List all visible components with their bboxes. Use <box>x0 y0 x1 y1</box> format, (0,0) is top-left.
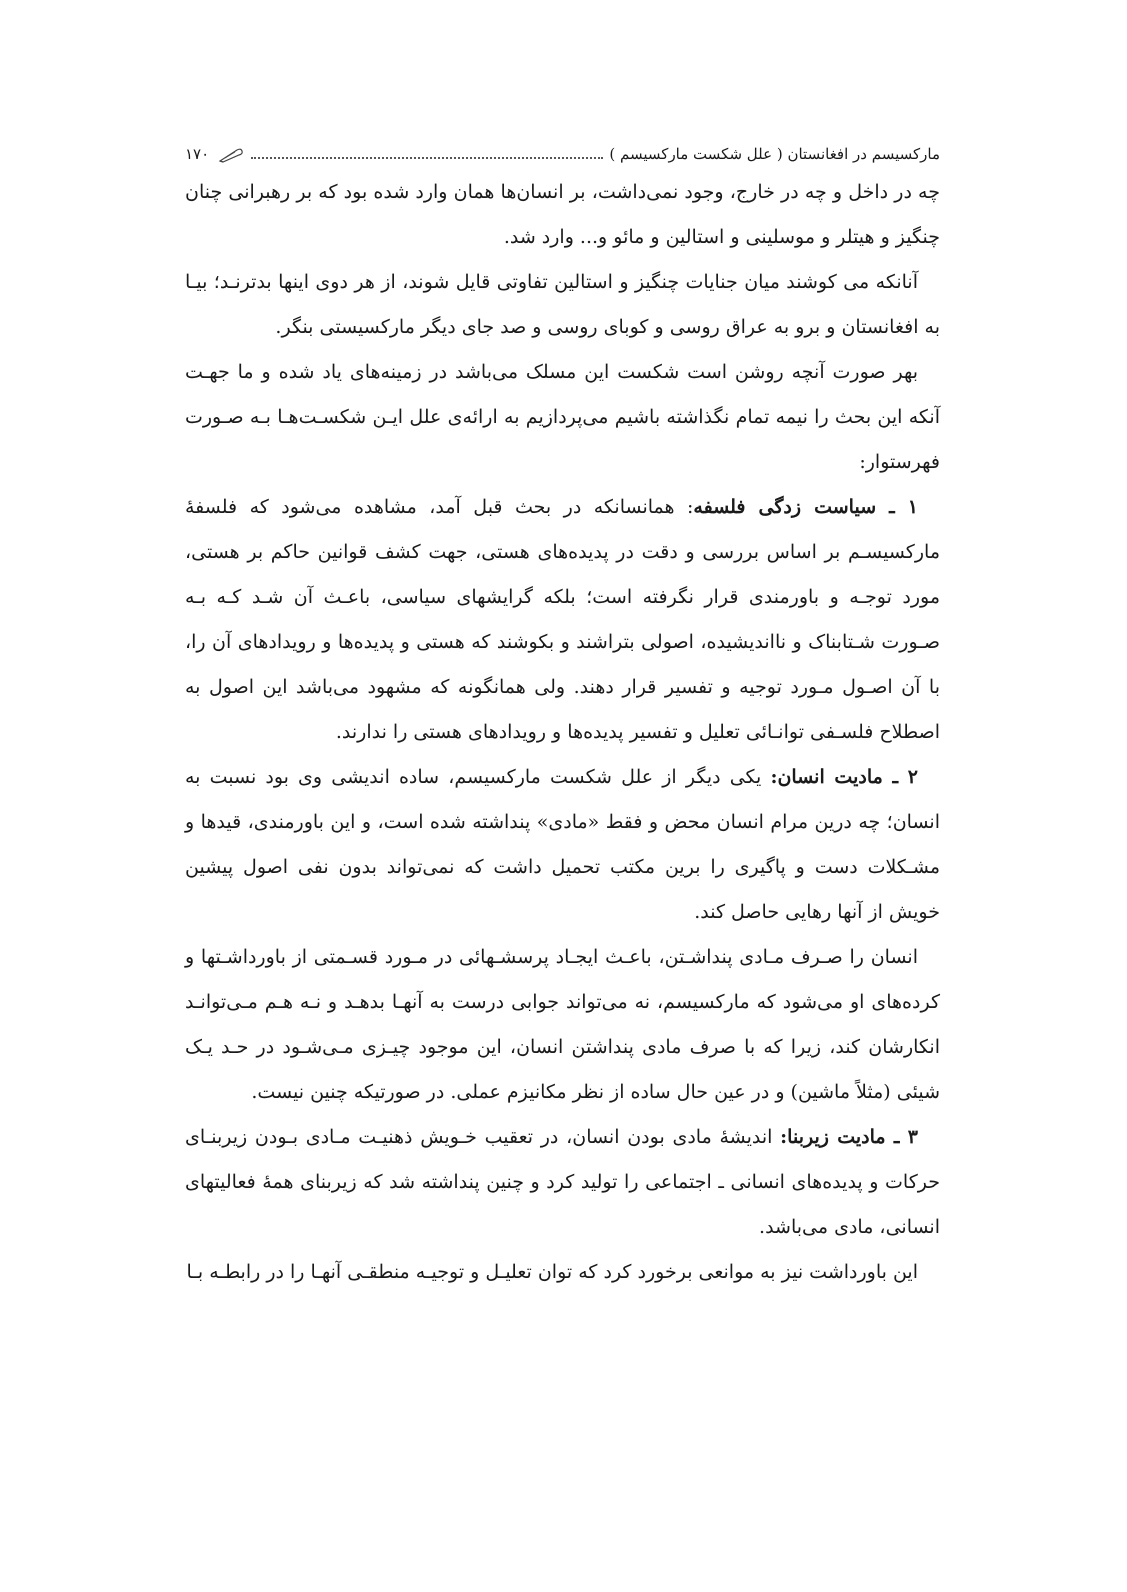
header-title: مارکسیسم در افغانستان ( علل شکست مارکسیسم ) <box>609 145 940 163</box>
paragraph-text: بهر صورت آنچه روشن است شکست این مسلک می‌باشد در زمینه‌های یاد شده و ما جهـت آنکه این بحث را نیمه تمام نگذاشته باشیم می‌پردازیم به ارائه‌ی علل ایـن شکسـت‌هـا بـه صـورت فهرستوار: <box>185 361 940 473</box>
paragraph <box>185 755 940 935</box>
paragraph-text: اندیشۀ مادی بودن انسان، در تعقیب خـویش ذهنیـت مـادی بـودن زیربنـای حرکات و پدیده‌های انسانی ـ اجتماعی را تولید کرد و چنین پنداشته شد که زیربنای همۀ فعالیتهای انسانی، مادی می‌باشد. <box>185 1126 940 1238</box>
running-header <box>185 140 940 164</box>
paragraph <box>185 935 940 1115</box>
pen-icon <box>217 146 245 164</box>
paragraph-text: : همانسانکه در بحث قبل آمد، مشاهده می‌شود که فلسفۀ مارکسیسـم بر اساس بررسی و دقت در پدیده‌های هستی، جهت کشف قوانین حاکم بر هستی، مورد توجـه و باورمندی قرار نگرفته است؛ بلکه گرایشهای سیاسی، باعـث آن شـد کـه بـه صـورت شـتابناک و نااندیشیده، اصولی بتراشند و بکوشند که هستی و پدیده‌ها و رویدادهای آن را، با آن اصـول مـورد توجیه و تفسیر قرار دهند. ولی همانگونه که مشهود می‌باشد این اصول به اصطلاح فلسـفی توانـائی تعلیل و تفسیر پدیده‌ها و رویدادهای هستی را ندارند. <box>185 496 940 743</box>
paragraph <box>185 1115 940 1250</box>
paragraph <box>185 485 940 755</box>
paragraph-text: این باورداشت نیز به موانعی برخورد کرد که توان تعلیـل و توجیـه منطقـی آنهـا را در رابطـه بـا <box>186 1261 918 1283</box>
paragraph <box>185 1250 940 1295</box>
paragraph <box>185 170 940 260</box>
paragraph <box>185 350 940 485</box>
section-heading: ۳ ـ مادیت زیربنا: <box>780 1126 918 1148</box>
paragraph-text: چه در داخل و چه در خارج، وجود نمی‌داشت، بر انسان‌ها همان وارد شده بود که بر رهبرانی چنان چنگیز و هیتلر و موسلینی و استالین و مائو و... وارد شد. <box>185 181 940 248</box>
document-page <box>185 140 940 1295</box>
section-heading: ۱ ـ سیاست زدگی فلسفه <box>693 496 918 518</box>
page-number: ۱۷۰ <box>185 145 210 163</box>
paragraph-text: آنانکه می کوشند میان جنایات چنگیز و استالین تفاوتی قایل شوند، از هر دوی اینها بدترنـد؛ بیـا به افغانستان و برو به عراق روسی و کوبای روسی و صد جای دیگر مارکسیستی بنگر. <box>185 271 940 338</box>
header-dot-leader <box>251 157 603 159</box>
paragraph-text: انسان را صـرف مـادی پنداشـتن، باعـث ایجـاد پرسشـهائی در مـورد قسـمتی از باورداشـتها و کرده‌های او می‌شود که مارکسیسم، نه می‌تواند جوابی درست به آنهـا بدهـد و نـه هـم مـی‌توانـد انکارشان کند، زیرا که با صرف مادی پنداشتن انسان، این موجود چیـزی مـی‌شـود در حـد یـک شیئی (مثلاً ماشین) و در عین حال ساده از نظر مکانیزم عملی. در صورتیکه چنین نیست. <box>185 946 940 1103</box>
section-heading: ۲ ـ مادیت انسان: <box>770 766 918 788</box>
paragraph-text: یکی دیگر از علل شکست مارکسیسم، ساده اندیشی وی بود نسبت به انسان؛ چه درین مرام انسان محض و فقط «مادی» پنداشته شده است، و این باورمندی، قیدها و مشـکلات دست و پاگیری را برین مکتب تحمیل داشت که نمی‌تواند بدون نفی اصول پیشین خویش از آنها رهایی حاصل کند. <box>185 766 940 923</box>
paragraph <box>185 260 940 350</box>
body-text <box>185 170 940 1295</box>
